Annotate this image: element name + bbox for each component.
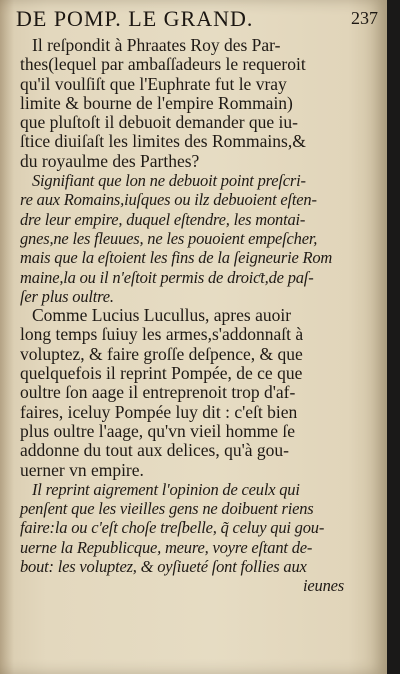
text-line: Comme Lucius Lucullus, apres auoir bbox=[32, 305, 292, 326]
text-line: thes(lequel par ambaſſadeurs le requeroit bbox=[20, 54, 306, 75]
text-line: Signifiant que lon ne debuoit point preſcri- bbox=[32, 171, 306, 191]
text-line: limite & bourne de l'empire Rommain) bbox=[20, 92, 293, 113]
text-line: uerne la Republicque, meure, voyre eſtant de- bbox=[20, 537, 313, 557]
text-line: qu'il voulſiſt que l'Euphrate fut le vray bbox=[20, 73, 287, 94]
text-line: Il reprint aigrement l'opinion de ceulx qui bbox=[32, 479, 300, 499]
text-line: bout: les voluptez, & oyſiueté ſont follies aux bbox=[20, 557, 307, 577]
text-line: Il reſpondit à Phraates Roy des Par- bbox=[32, 35, 281, 55]
text-line: penſent que les vieilles gens ne doibuent riens bbox=[20, 499, 314, 519]
text-line: oultre ſon aage il entreprenoit trop d'af- bbox=[20, 382, 296, 403]
text-line: du royaulme des Parthes? bbox=[20, 150, 200, 171]
text-line: plus oultre l'aage, qu'vn vieil homme ſe bbox=[20, 420, 296, 441]
text-line: ſtice diuiſaſt les limites des Rommains,& bbox=[20, 131, 306, 152]
text-line: mais que la eſtoient les fins de la ſeigneurie Rom bbox=[20, 248, 333, 268]
text-line: re aux Romains,iuſques ou ilz debuoient eſten- bbox=[20, 190, 317, 210]
body-text bbox=[20, 36, 372, 596]
text-line: faire:la ou c'eſt choſe treſbelle, q̃ celuy qui gou- bbox=[20, 518, 325, 538]
text-line: faires, iceluy Pompée luy dit : c'eſt bien bbox=[20, 401, 298, 422]
text-line: voluptez, & faire groſſe deſpence, & que bbox=[20, 343, 303, 364]
text-line: long temps ſuiuy les armes,s'addonnaſt à bbox=[20, 324, 304, 345]
text-line: addonne du tout aux delices, qu'à gou- bbox=[20, 440, 289, 461]
text-line: que pluſtoſt il debuoit demander que iu- bbox=[20, 112, 298, 133]
text-line: quelquefois il reprint Pompée, de ce que bbox=[20, 363, 303, 384]
text-line: ieunes bbox=[303, 576, 344, 596]
page-header bbox=[16, 6, 378, 34]
text-line: maine,la ou il n'eſtoit permis de droiƈt,de paſ- bbox=[20, 267, 314, 287]
text-line: uerner vn empire. bbox=[20, 459, 144, 480]
text-line: gnes,ne les fleuues, ne les pouoient empeſcher, bbox=[20, 228, 318, 248]
running-head: DE POMP. LE GRAND. bbox=[16, 6, 254, 31]
text-line: ſer plus oultre. bbox=[20, 286, 114, 306]
page-gutter-shadow bbox=[0, 0, 14, 674]
text-line: dre leur empire, duquel eſtendre, les montai- bbox=[20, 209, 306, 229]
page-number: 237 bbox=[351, 8, 378, 28]
